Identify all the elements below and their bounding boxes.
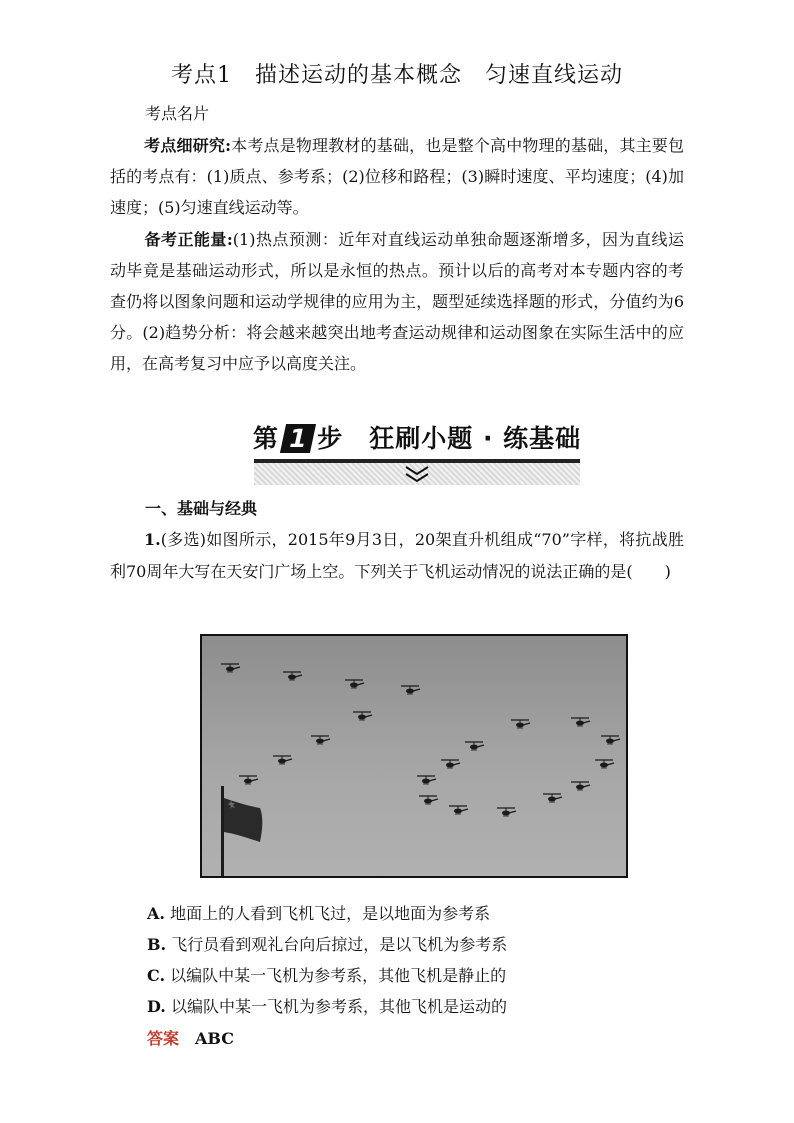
step-banner bbox=[250, 415, 584, 485]
option-a bbox=[147, 898, 507, 929]
helicopter-formation-illustration bbox=[202, 636, 628, 878]
option-d bbox=[147, 991, 507, 1022]
option-letter: C. bbox=[147, 966, 166, 985]
intro-paragraph-2 bbox=[110, 224, 684, 379]
intro-paragraph-1 bbox=[110, 130, 684, 223]
option-letter: B. bbox=[147, 935, 167, 954]
banner-suffix: 步 狂刷小题 · 练基础 bbox=[317, 424, 582, 453]
paragraph-lead: 备考正能量: bbox=[144, 230, 233, 249]
option-b bbox=[147, 929, 507, 960]
banner-prefix: 第 bbox=[252, 424, 279, 453]
answer-label: 答案 bbox=[147, 1029, 180, 1048]
banner-title bbox=[250, 419, 584, 455]
page-title: 考点1 描述运动的基本概念 匀速直线运动 bbox=[171, 63, 623, 88]
option-letter: D. bbox=[147, 997, 166, 1016]
helicopter-formation-photo bbox=[200, 634, 628, 878]
section-heading: 一、基础与经典 bbox=[145, 499, 258, 518]
answer-line bbox=[147, 1026, 234, 1049]
question-text: (多选)如图所示，2015年9月3日，20架直升机组成“70”字样，将抗战胜利70周年大写在天安门广场上空。下列关于飞机运动情况的说法正确的是( ) bbox=[110, 530, 684, 581]
paragraph-text: 本考点是物理教材的基础，也是整个高中物理的基础，其主要包括的考点有：(1)质点、参考系；(2)位移和路程；(3)瞬时速度、平均速度；(4)加速度；(5)匀速直线运动等。 bbox=[110, 136, 684, 217]
step-number-badge: 1 bbox=[280, 424, 317, 453]
section-label: 考点名片 bbox=[145, 104, 210, 123]
question-1 bbox=[110, 524, 684, 588]
option-text: 以编队中某一飞机为参考系，其他飞机是运动的 bbox=[170, 997, 507, 1016]
option-c bbox=[147, 960, 507, 991]
question-number: 1. bbox=[144, 530, 161, 549]
double-chevron-down-icon bbox=[404, 465, 430, 485]
answer-options bbox=[147, 898, 507, 1022]
option-text: 飞行员看到观礼台向后掠过，是以飞机为参考系 bbox=[171, 935, 508, 954]
answer-value: ABC bbox=[195, 1029, 234, 1048]
option-text: 以编队中某一飞机为参考系，其他飞机是静止的 bbox=[170, 966, 507, 985]
paragraph-lead: 考点细研究: bbox=[144, 136, 231, 155]
option-text: 地面上的人看到飞机飞过，是以地面为参考系 bbox=[170, 904, 491, 923]
paragraph-text: (1)热点预测：近年对直线运动单独命题逐渐增多，因为直线运动毕竟是基础运动形式，所以是永恒的热点。预计以后的高考对本专题内容的考查仍将以图象问题和运动学规律的应用为主，题型延续选择题的形式，分值约为6分。(2)趋势分析：将会越来越突出地考查运动规律和运动图象在实际生活中的应用，在高考复习中应予以高度关注。 bbox=[110, 230, 684, 373]
option-letter: A. bbox=[147, 904, 165, 923]
